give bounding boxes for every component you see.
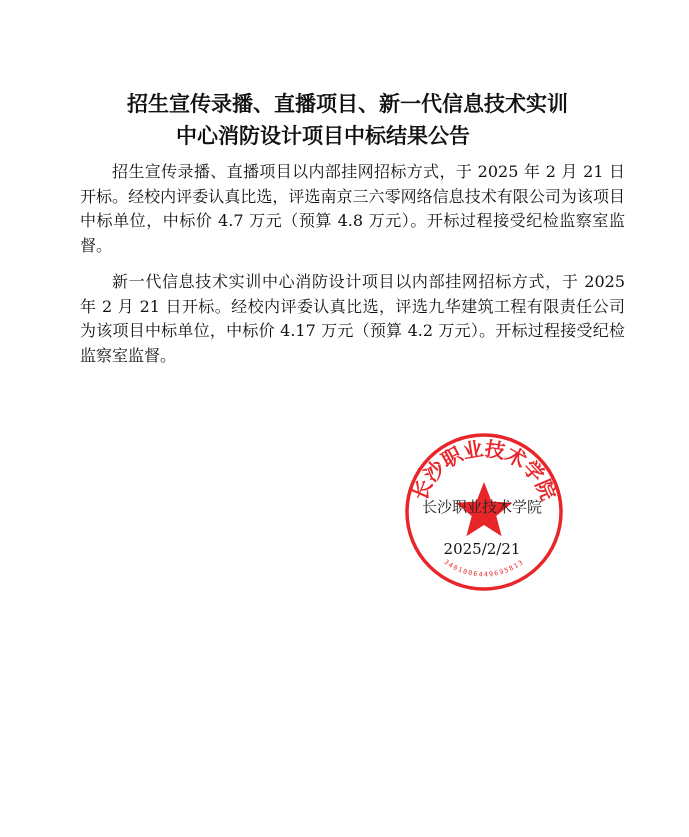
signature-organization: 长沙职业技术学院 <box>421 498 542 516</box>
seal-arc-text: 长沙职业技术学院 <box>407 436 561 504</box>
paragraph-2: 新一代信息技术实训中心消防设计项目以内部挂网招标方式，于 2025 年 2 月 21 日开标。经校内评委认真比选，评选九华建筑工程有限责任公司为该项目中标单位，中标价 4.17 万元（预算 4.2 万元）。开标过程接受纪检监察室监督。 <box>80 272 625 365</box>
document-title-line-1: 招生宣传录播、直播项目、新一代信息技术实训 <box>127 92 568 116</box>
paragraph-1: 招生宣传录播、直播项目以内部挂网招标方式，于 2025 年 2 月 21 日开标。经校内评委认真比选，评选南京三六零网络信息技术有限公司为该项目中标单位，中标价 4.7 万元（预算 4.8 万元）。开标过程接受纪检监察室监督。 <box>80 162 625 255</box>
signature-date: 2025/2/21 <box>443 540 521 558</box>
seal-serial-number: 3401006449695813 <box>442 557 526 579</box>
document-title-line-2: 中心消防设计项目中标结果公告 <box>176 124 470 148</box>
